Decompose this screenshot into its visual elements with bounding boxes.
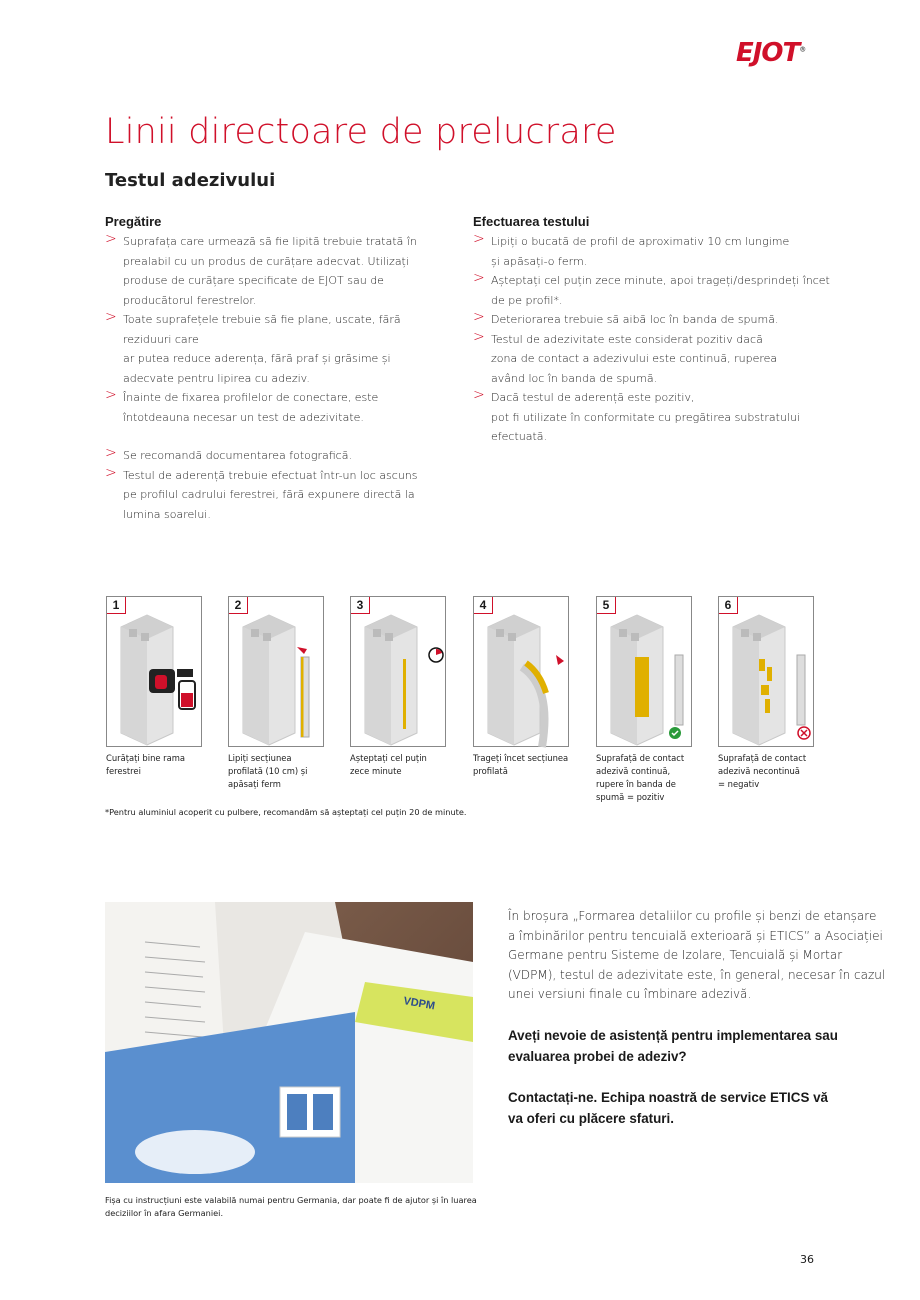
bullet-item (473, 330, 833, 389)
chevron-bullet-icon: > (105, 309, 117, 325)
text-line: deciziilor în afara Germaniei. (105, 1208, 224, 1218)
text-line: (VDPM), testul de adezivitate este, în general, necesar în cazul (508, 967, 886, 982)
bullet-item (105, 232, 445, 310)
text-line: efectuată. (491, 430, 548, 443)
text-line: Testul de adezivitate este considerat pozitiv dacă (491, 332, 763, 346)
bullet-item (105, 446, 445, 466)
text-line: pe profilul cadrului ferestrei, fără expunere directă la (123, 488, 415, 501)
text-line: Trageți încet secțiunea (473, 753, 569, 763)
text-line: Înainte de fixarea profilelor de conectare, este (123, 391, 379, 404)
window-profile-illustration (719, 597, 815, 748)
assistance-question (508, 1025, 858, 1067)
chevron-bullet-icon: > (473, 270, 485, 286)
ejot-logo: EJOT® (736, 38, 806, 68)
brochure-paragraph (508, 907, 886, 1005)
chevron-bullet-icon: > (473, 328, 485, 345)
chevron-bullet-icon: > (105, 231, 117, 247)
text-line: Fișa cu instrucțiuni este valabilă numai pentru Germania, dar poate fi de ajutor și în luarea (105, 1195, 477, 1205)
text-line: de pe profil*. (491, 293, 563, 307)
step-caption (106, 752, 206, 778)
step-panel-4 (473, 596, 569, 747)
procedure-section (473, 214, 833, 447)
text-line: Lipiți secțiunea (228, 753, 292, 763)
text-line: zece minute (350, 766, 402, 776)
step-caption (718, 752, 818, 791)
text-line: Așteptați cel puțin (350, 753, 427, 763)
text-line: producătorul ferestrelor. (123, 293, 257, 307)
text-line: = negativ (718, 779, 760, 789)
text-line: Curățați bine rama (106, 753, 186, 763)
text-line: Așteptați cel puțin zece minute, apoi trageți/desprindeți încet (491, 274, 830, 287)
chevron-bullet-icon: > (105, 464, 117, 481)
text-line: întotdeauna necesar un test de adezivitate. (123, 410, 364, 424)
step-caption (473, 752, 573, 778)
text-line: Suprafață de contact (596, 753, 685, 763)
text-line: Se recomandă documentarea fotografică. (123, 449, 352, 462)
window-profile-illustration (351, 597, 447, 748)
text-line: adezivă continuă, (596, 766, 671, 776)
bullet-item (105, 388, 445, 427)
preparation-section (105, 214, 445, 524)
text-line: Suprafață de contact (718, 753, 807, 763)
step-number: 5 (597, 597, 616, 614)
disclaimer (105, 1194, 477, 1220)
text-line: evaluarea probei de adeziv? (508, 1049, 687, 1064)
text-line: spumă = pozitiv (596, 792, 665, 802)
text-line: și apăsați-o ferm. (491, 254, 588, 268)
text-line: profilată (10 cm) și (228, 766, 308, 776)
text-line: unei versiuni finale cu îmbinare adezivă. (508, 987, 752, 1002)
step-panel-3 (350, 596, 446, 747)
window-profile-illustration (474, 597, 570, 748)
text-line: rupere în banda de (596, 779, 676, 789)
text-line: având loc în banda de spumă. (491, 371, 658, 385)
step-caption (228, 752, 328, 791)
text-line: Aveți nevoie de asistență pentru implementarea sau (508, 1028, 838, 1043)
text-line: reziduuri care (123, 332, 199, 346)
window-profile-illustration (107, 597, 203, 748)
text-line: profilată (473, 766, 508, 776)
text-line: Deteriorarea trebuie să aibă loc în banda de spumă. (491, 313, 779, 326)
text-line: În broșura „Formarea detaliilor cu profile și benzi de etanșare (508, 909, 877, 923)
text-line: ar putea reduce aderența, fără praf și grăsime și (123, 352, 391, 365)
text-line: Toate suprafețele trebuie să fie plane, uscate, fără (123, 313, 401, 326)
step-panel-5 (596, 596, 692, 747)
text-line: pot fi utilizate în conformitate cu pregătirea substratului (491, 410, 801, 424)
bullet-item (105, 310, 445, 388)
text-line: Testul de aderență trebuie efectuat într-un loc ascuns (123, 468, 418, 482)
step-panel-1 (106, 596, 202, 747)
text-line: lumina soarelui. (123, 507, 211, 521)
step-number: 3 (351, 597, 370, 614)
bullet-item (473, 232, 833, 271)
step-number: 1 (107, 597, 126, 614)
chevron-bullet-icon: > (105, 387, 117, 403)
bullet-item (105, 466, 445, 525)
text-line: va oferi cu plăcere sfaturi. (508, 1111, 674, 1126)
text-line: zona de contact a adezivului este continuă, ruperea (491, 352, 778, 365)
text-line: ferestrei (106, 766, 141, 776)
step-number: 4 (474, 597, 493, 614)
window-profile-illustration (597, 597, 693, 748)
text-line: Contactați-ne. Echipa noastră de service ETICS vă (508, 1090, 828, 1105)
step-number: 2 (229, 597, 248, 614)
chevron-bullet-icon: > (473, 387, 485, 403)
bullet-item (473, 388, 833, 447)
step-panel-2 (228, 596, 324, 747)
step-panel-6 (718, 596, 814, 747)
chevron-bullet-icon: > (105, 445, 117, 461)
contact-text (508, 1087, 858, 1129)
text-line: a îmbinărilor pentru tencuială exterioară și ETICS” a Asociației (508, 928, 883, 943)
window-profile-illustration (229, 597, 325, 748)
text-line: Germane pentru Sisteme de Izolare, Tencuială și Mortar (508, 948, 843, 963)
text-line: Dacă testul de aderență este pozitiv, (491, 391, 695, 404)
page-subtitle: Testul adezivului (105, 170, 276, 191)
page-number: 36 (800, 1253, 814, 1266)
brochure-photo (105, 902, 473, 1183)
page-title: Linii directoare de prelucrare (105, 112, 617, 152)
step-caption (596, 752, 696, 804)
step-caption (350, 752, 450, 778)
text-line: apăsați ferm (228, 779, 281, 789)
text-line: adecvate pentru lipirea cu adeziv. (123, 371, 310, 385)
chevron-bullet-icon: > (473, 231, 485, 247)
preparation-heading: Pregătire (105, 214, 162, 229)
procedure-heading: Efectuarea testului (473, 214, 590, 229)
footnote: *Pentru aluminiul acoperit cu pulbere, recomandăm să așteptați cel puțin 20 de minute. (105, 807, 467, 817)
text-line: Suprafața care urmează să fie lipită trebuie tratată în (123, 235, 417, 248)
text-line: prealabil cu un produs de curățare adecvat. Utilizați (123, 254, 409, 268)
bullet-item (473, 310, 833, 330)
bullet-item (473, 271, 833, 310)
text-line: produse de curățare specificate de EJOT sau de (123, 274, 384, 287)
vdpm-label: VDPM (402, 995, 436, 1013)
text-line: Lipiți o bucată de profil de aproximativ 10 cm lungime (491, 235, 790, 248)
step-number: 6 (719, 597, 738, 614)
text-line: adezivă necontinuă (718, 766, 800, 776)
chevron-bullet-icon: > (473, 309, 485, 325)
